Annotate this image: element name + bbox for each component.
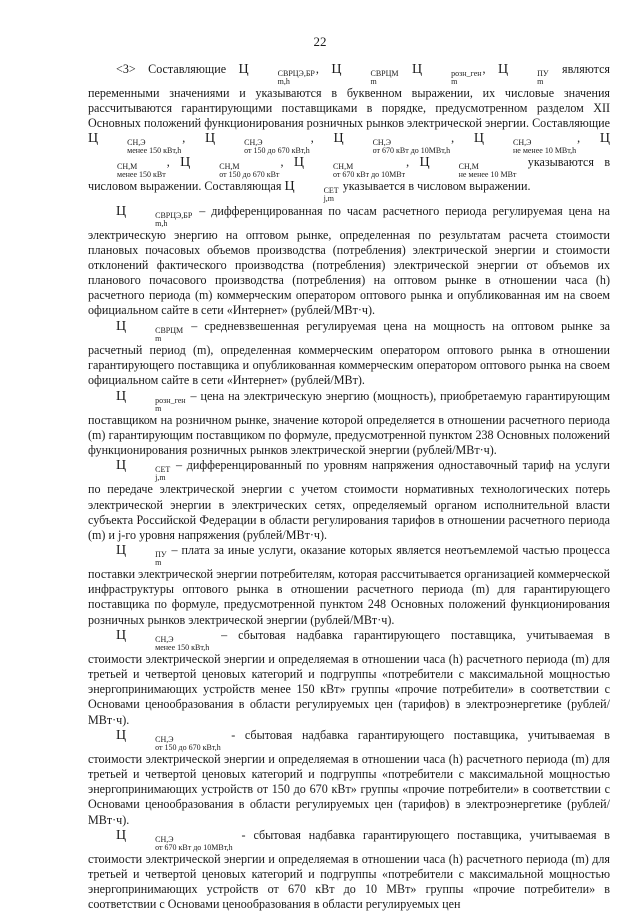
price-symbol: [473, 131, 577, 156]
symbol-indices: [431, 163, 517, 179]
symbol-subscript: от 670 кВт до 10МВт,h: [372, 146, 451, 156]
symbol-superscript: СН,М: [117, 162, 138, 172]
price-letter: Ц: [116, 318, 127, 334]
symbol-subscript: менее 150 кВт: [117, 170, 166, 180]
symbol-indices: [99, 139, 181, 155]
symbol-subscript: m: [370, 77, 377, 86]
text-run: – дифференцированный по уровням напряжения одноставочный тариф на услуги по передаче электрической энергии с учетом стоимости нормативных технологических потерь электрической энергии в электрических сетях, определяемый органом исполнительной власти субъекта Российской Федерации в области регулирования тарифов в отношении расчетного периода (m) и j-го уровня напряжения (рублей/МВт·ч).: [88, 458, 610, 542]
text-run: – сбытовая надбавка гарантирующего поставщика, учитываемая в стоимости электрической энергии и определяемая в отношении часа (h) расчетного периода (m) для третьей и четвертой ценовых категорий и подгруппы «потребители с максимальной мощностью энергопринимающих устройств менее 150 кВт» группы «прочие потребители» в соответствии с Основами ценообразования в области регулируемых цен (тарифов) в электроэнергетике (рублей/МВт·ч).: [88, 628, 610, 727]
price-letter: Ц: [116, 828, 127, 844]
symbol-superscript: СН,Э: [127, 138, 146, 148]
paragraph-p-intro: [88, 62, 610, 203]
price-symbol: [419, 155, 518, 180]
text-run: ,: [577, 131, 600, 146]
symbol-superscript: СН,Э: [372, 138, 391, 148]
price-symbol: [116, 628, 210, 653]
symbol-subscript: j,m: [323, 194, 335, 204]
price-symbol: [88, 131, 182, 156]
paragraph-p-sn1: [88, 628, 610, 727]
symbol-subscript: от 670 кВт до 10МВт: [332, 170, 406, 180]
symbol-subscript: m: [451, 77, 458, 86]
symbol-subscript: m: [155, 333, 162, 343]
symbol-subscript: менее 150 кВт,h: [155, 643, 210, 653]
price-letter: Ц: [498, 62, 509, 77]
symbol-superscript: СН,М: [458, 162, 479, 172]
symbol-indices: [127, 736, 221, 752]
text-run: являются переменными значениями и указываются в буквенном выражении, их числовые значения рассчитываются гарантирующими поставщиками в порядке, предусмотренном разделом XII Основных положений функционирования розничных рынков электрической энергии. Составляющие: [88, 62, 610, 131]
symbol-subscript: от 670 кВт до 10МВт,h: [155, 843, 233, 853]
text-run: ,: [406, 155, 420, 170]
text-run: – плата за иные услуги, оказание которых является неотъемлемой частью процесса поставки электрической энергии потребителям, которая рассчитывается организацией коммерческой инфраструктуры оптового рынка в отношении расчетного периода (m) для гарантирующего поставщика по формуле, предусмотренной пунктом 248 Основных положений функционирования розничных рынков электрической энергии (рублей/МВт·ч).: [88, 543, 610, 627]
price-letter: Ц: [238, 62, 249, 77]
symbol-indices: [509, 70, 548, 86]
text-run: [400, 62, 412, 76]
price-symbol: [205, 131, 311, 156]
text-run: ,: [451, 131, 474, 146]
price-letter: Ц: [411, 62, 423, 77]
symbol-superscript: СН,Э: [244, 138, 263, 148]
price-symbol: [116, 203, 193, 228]
symbol-indices: [127, 636, 209, 652]
symbol-indices: [127, 327, 183, 343]
paragraph-p-set: [88, 458, 610, 542]
symbol-superscript: СН,Э: [155, 635, 174, 645]
symbol-superscript: СВРЦЭ,БР: [155, 210, 193, 220]
price-letter: Ц: [180, 155, 191, 171]
text-run: – дифференцированная по часам расчетного периода регулируемая цена на электрическую энергию на оптовом рынке, определенная по результатам расчета стоимости плановых почасовых объемов производства (потребления) электрической энергии и стоимости отклонений фактического производства (потребления) электрической энергии от объемов их планового почасового производства (потребления) на оптовом рынке в отношении часа (h) расчетного периода (m) коммерческим оператором оптового рынка и опубликованная им на своем официальном сайте в сети «Интернет» (рублей/МВт·ч).: [88, 203, 610, 318]
price-symbol: [333, 131, 451, 156]
price-letter: Ц: [116, 203, 127, 219]
text-run: ,: [280, 155, 294, 170]
text-run: - сбытовая надбавка гарантирующего поставщика, учитываемая в стоимости электрической энергии и определяемая в отношении часа (h) расчетного периода (m) для третьей и четвертой ценовых категорий и подгруппы «потребители с максимальной мощностью энергопринимающих устройств от 150 до 670 кВт» группы «прочие потребители» в соответствии с Основами ценообразования в области регулируемых цен (тарифов) в электроэнергетике (рублей/МВт·ч).: [88, 728, 610, 827]
symbol-indices: [485, 139, 576, 155]
symbol-indices: [342, 70, 398, 86]
price-letter: Ц: [331, 62, 342, 77]
price-letter: Ц: [116, 543, 127, 559]
price-symbol: [116, 543, 168, 568]
symbol-subscript: от 150 до 670 кВт,h: [155, 743, 221, 753]
price-symbol: [116, 728, 222, 753]
text-run: ,: [315, 62, 332, 76]
text-run: указывается в числовом выражении.: [339, 179, 531, 194]
paragraph-p-svrcm: [88, 319, 610, 388]
symbol-indices: [250, 70, 315, 86]
paragraph-p-rozn: [88, 389, 610, 458]
price-symbol: [284, 179, 339, 204]
symbol-indices: [127, 836, 233, 852]
symbol-subscript: m,h: [277, 77, 290, 86]
symbol-indices: [89, 163, 166, 179]
price-letter: Ц: [293, 155, 304, 171]
price-symbol: [116, 318, 184, 343]
symbol-indices: [127, 466, 170, 482]
symbol-subscript: m: [155, 558, 162, 568]
symbol-superscript: ПУ: [155, 550, 167, 560]
paragraph-p-sn3: [88, 828, 610, 912]
paragraph-p-sn2: [88, 728, 610, 827]
symbol-subscript: от 150 до 670 кВт,h: [244, 146, 310, 156]
symbol-superscript: СН,Э: [155, 835, 174, 845]
symbol-indices: [127, 397, 185, 413]
paragraph-p-svrce: [88, 204, 610, 319]
symbol-subscript: не менее 10 МВт,h: [512, 146, 577, 156]
symbol-superscript: СН,Э: [155, 735, 174, 745]
symbol-subscript: j,m: [155, 473, 166, 483]
price-symbol: [293, 155, 406, 180]
price-symbol: [498, 62, 550, 86]
symbol-indices: [127, 551, 166, 567]
price-letter: Ц: [333, 131, 344, 147]
price-letter: Ц: [599, 131, 611, 147]
price-letter: Ц: [473, 131, 484, 147]
symbol-indices: [191, 163, 279, 179]
symbol-superscript: СВРЦМ: [155, 325, 184, 335]
page-number: 22: [313, 34, 327, 49]
price-symbol: [331, 62, 399, 86]
symbol-indices: [296, 187, 339, 203]
symbol-superscript: СВРЦМ: [370, 69, 399, 78]
text-run: ,: [182, 131, 205, 146]
price-symbol: [116, 828, 234, 853]
symbol-indices: [216, 139, 310, 155]
text-run: - сбытовая надбавка гарантирующего поставщика, учитываемая в стоимости электрической энергии и определяемая в отношении часа (h) расчетного периода (m) для третьей и четвертой ценовых категорий и подгруппы «потребители с максимальной мощностью энергопринимающих устройств от 670 кВт до 10 МВт» группы «прочие потребители» в соответствии с Основами ценообразования в области регулируемых цен: [88, 828, 610, 912]
text-run: ,: [482, 62, 499, 76]
symbol-superscript: ПУ: [537, 69, 549, 78]
text-run: <3> Составляющие: [116, 62, 239, 76]
price-letter: Ц: [116, 728, 127, 744]
price-letter: Ц: [116, 628, 127, 644]
price-letter: Ц: [88, 131, 99, 147]
symbol-indices: [345, 139, 451, 155]
price-letter: Ц: [284, 179, 295, 195]
text-run: – цена на электрическую энергию (мощность), приобретаемую гарантирующим поставщиком на розничном рынке, значение которой определяется в отношении расчетного периода (m) гарантирующим поставщиком по формуле, предусмотренной пунктом 238 Основных положений функционирования розничных рынков электрической энергии (рублей/МВт·ч).: [88, 388, 610, 457]
symbol-subscript: m: [155, 403, 162, 413]
symbol-superscript: СЕТ: [155, 465, 171, 475]
price-symbol: [116, 458, 171, 483]
price-symbol: [411, 62, 483, 86]
symbol-subscript: не менее 10 МВт: [458, 170, 517, 180]
price-letter: Ц: [205, 131, 216, 147]
price-letter: Ц: [419, 155, 430, 171]
price-letter: Ц: [116, 388, 127, 404]
symbol-superscript: СН,М: [332, 162, 354, 172]
text-run: ,: [166, 155, 181, 170]
symbol-superscript: СН,Э: [512, 138, 532, 148]
symbol-superscript: розн_ген: [155, 395, 186, 405]
symbol-indices: [423, 70, 481, 86]
symbol-superscript: розн_ген: [451, 69, 482, 78]
symbol-indices: [127, 212, 192, 228]
text-run: ,: [310, 131, 334, 146]
symbol-superscript: СН,М: [219, 162, 240, 172]
paragraph-p-pu: [88, 543, 610, 627]
symbol-subscript: от 150 до 670 кВт: [219, 170, 280, 180]
symbol-superscript: СЕТ: [323, 186, 339, 196]
price-symbol: [116, 388, 187, 413]
text-run: указываются в числовом выражении. Составляющая: [88, 155, 611, 194]
symbol-superscript: СВРЦЭ,БР: [277, 69, 315, 78]
text-run: – средневзвешенная регулируемая цена на мощность на оптовом рынке за расчетный период (m), определенная коммерческим оператором оптового рынка в отношении гарантирующего поставщика и опубликованная коммерческим оператором оптового рынка на своем официальном сайте в сети «Интернет» (рублей/МВт).: [88, 318, 610, 388]
price-letter: Ц: [116, 458, 127, 474]
price-symbol: [238, 62, 316, 86]
symbol-subscript: m: [537, 77, 544, 86]
symbol-indices: [305, 163, 405, 179]
symbol-subscript: m,h: [155, 218, 168, 228]
document-body: [88, 62, 610, 913]
price-symbol: [180, 155, 280, 180]
symbol-subscript: менее 150 кВт,h: [127, 146, 182, 156]
